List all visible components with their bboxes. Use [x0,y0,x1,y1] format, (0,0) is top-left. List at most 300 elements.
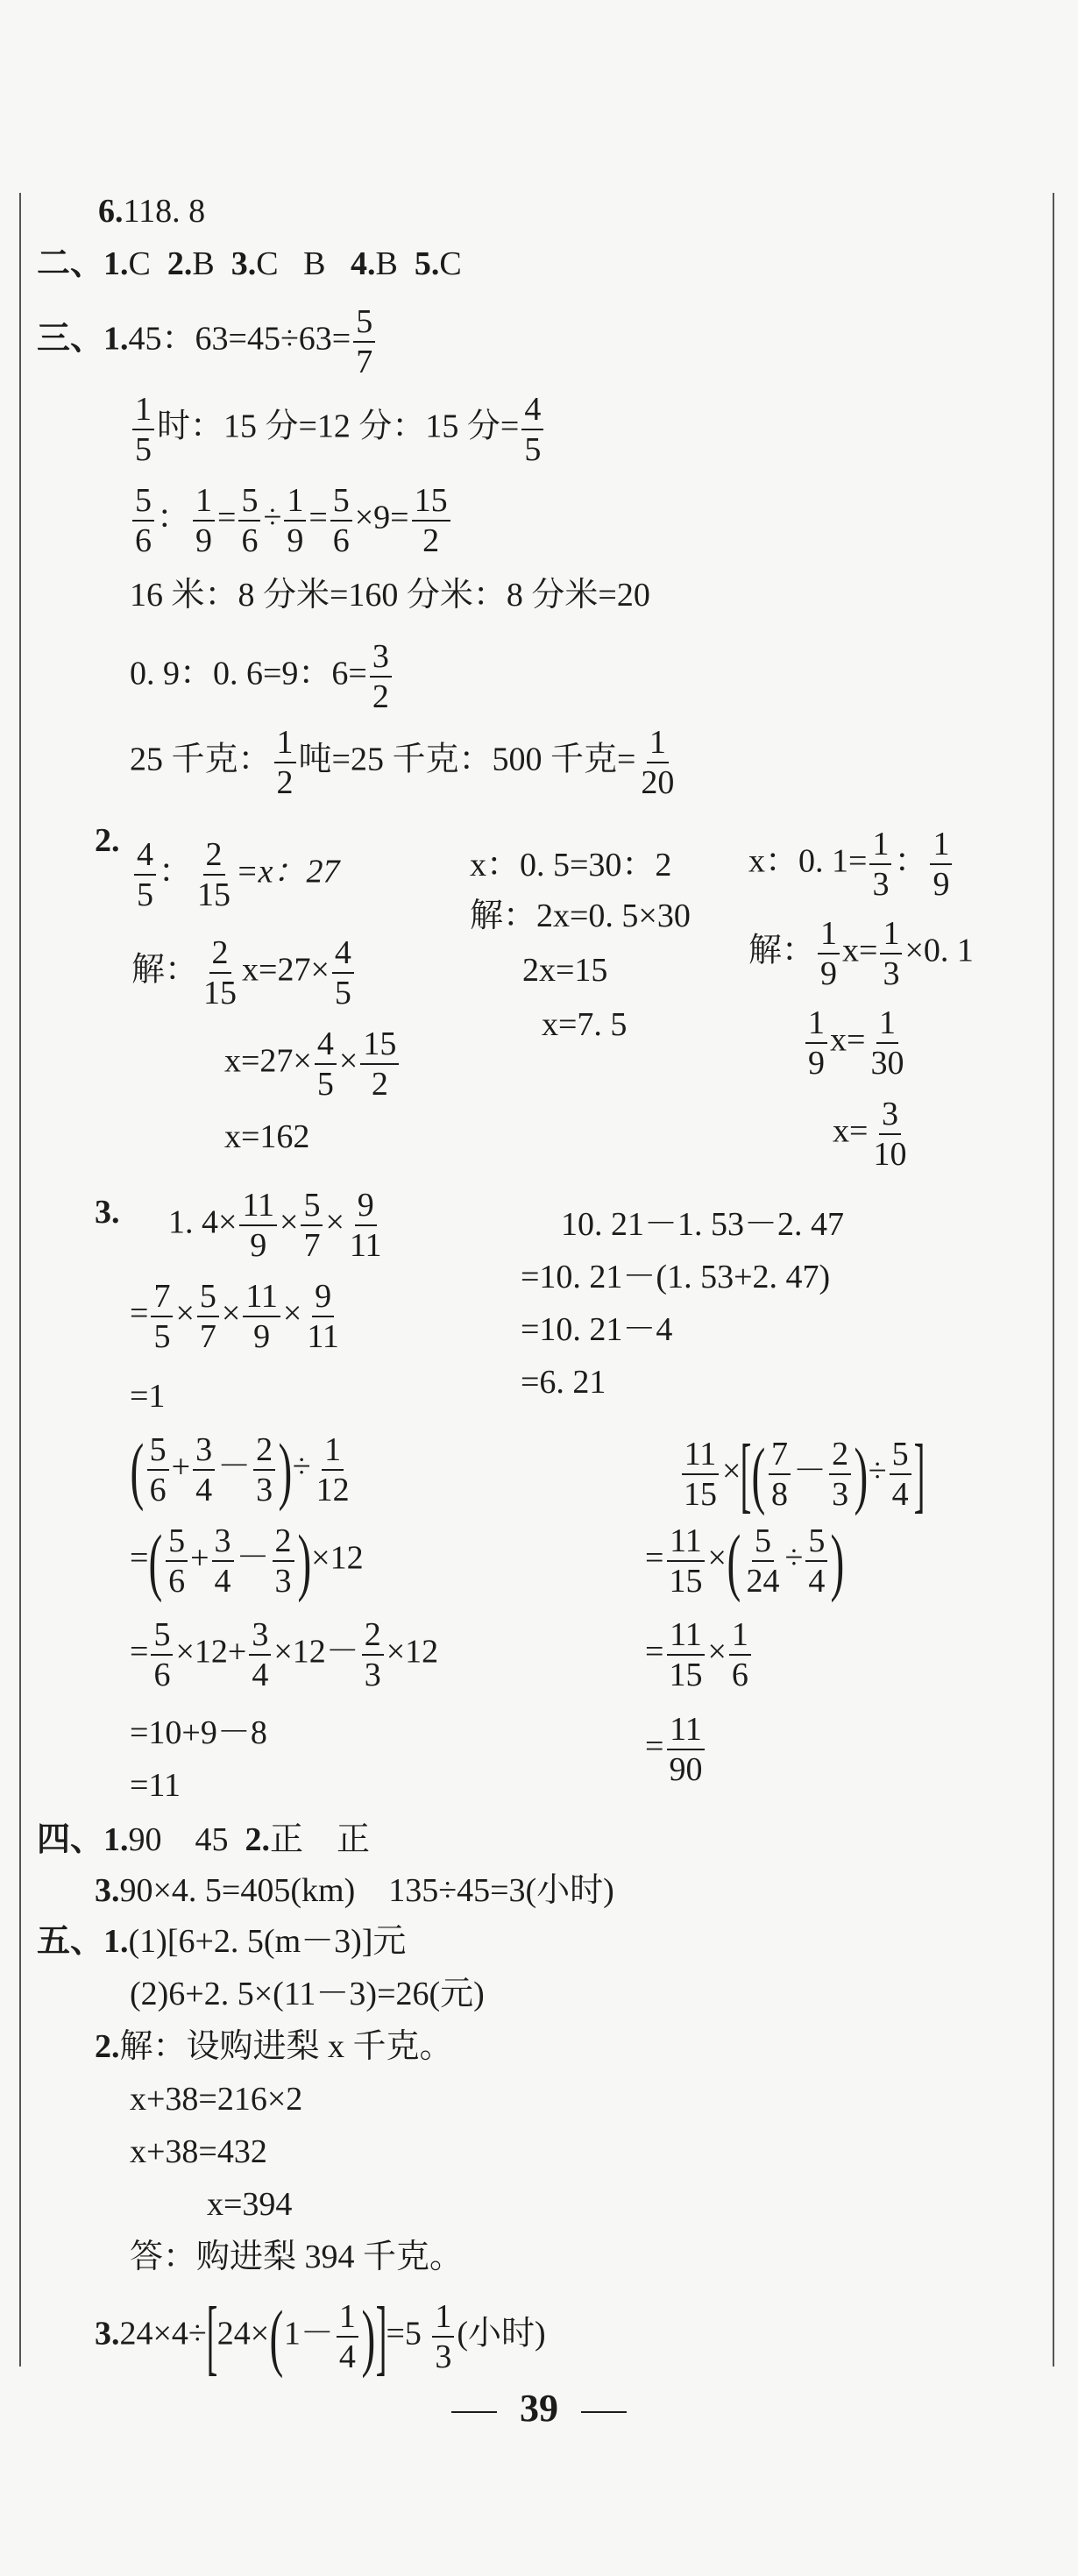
section-5-line7: 答：购进梨 394 千克。 [130,2239,464,2275]
q2-col1-line2 [131,936,357,1010]
right-bracket: ] [913,1427,925,1521]
fraction [362,1618,384,1692]
section-5-line8 [95,2289,546,2383]
numerator: 4 [315,1027,337,1065]
expression-text: 24×4÷ [119,2315,207,2352]
operator: ×9= [354,499,409,536]
fraction [332,936,354,1010]
equation-text: ×0. 1 [904,932,974,969]
item-number: 2. [167,245,193,282]
denominator: 4 [338,2338,356,2375]
denominator: 15 [203,975,238,1011]
q2-col2-line3: 2x=15 [522,952,608,989]
denominator: 10 [873,1136,907,1173]
operator: ÷ [784,1539,804,1577]
equation-text: x= [842,932,878,969]
expression-text: ×12－ [273,1633,359,1671]
q3-p1-line1 [168,1189,387,1262]
item-number: 2. [245,1821,271,1858]
denominator: 15 [669,1657,703,1693]
numerator: 2 [273,1524,294,1562]
numerator: 9 [355,1189,377,1226]
operator: × [338,1042,358,1080]
equation-text: x= [830,1021,866,1059]
q3-p3-line5: =11 [130,1767,181,1804]
operator: = [645,1728,664,1765]
fraction [930,827,952,901]
section-2-answers [37,247,462,280]
answer: 90×4. 5=405(km) 135÷45=3(小时) [119,1872,614,1909]
fraction [521,393,543,466]
section-3-q3-number: 3. [95,1194,120,1231]
operator: × [282,1295,302,1332]
numerator: 1 [432,2300,454,2338]
page-number-text: 39 [520,2387,558,2430]
denominator: 7 [199,1318,216,1355]
expression-text: 24× [216,2315,270,2352]
expression-text: ×12+ [175,1633,247,1671]
numerator: 1 [647,726,669,763]
denominator: 30 [870,1045,904,1082]
numerator: 1 [805,1006,827,1044]
numerator: 5 [238,484,260,522]
numerator: 5 [301,1189,323,1226]
denominator: 6 [241,522,259,559]
numerator: 1 [869,827,891,865]
section-3-q1-line6 [130,726,679,799]
numerator: 1 [337,2300,358,2338]
left-bracket: [ [741,1427,752,1521]
operator: ÷ [292,1448,311,1486]
operator: × [722,1452,741,1490]
fraction [253,1433,275,1507]
item-number: 3. [95,2315,120,2352]
numerator: 11 [667,1618,705,1656]
expression-text: (小时) [457,2315,546,2352]
fraction [301,1189,323,1262]
q3-p2-line2: =10. 21－(1. 53+2. 47) [521,1259,831,1295]
section-3-q1-line5 [130,640,394,713]
denominator: 6 [332,522,350,559]
item-number: 3. [230,245,257,282]
fraction [432,2300,454,2374]
q3-p2-line4: =6. 21 [521,1364,606,1401]
answer: C [256,245,279,282]
operator: = [130,1539,149,1577]
right-bracket: ] [375,2289,387,2383]
fraction [681,1437,720,1511]
q3-p3-line1 [130,1428,355,1512]
numerator: 1 [274,726,296,763]
operator: ： [157,499,191,536]
answer: C [439,245,462,282]
denominator: 9 [195,522,213,559]
fraction [238,484,260,557]
fraction [195,838,233,912]
expression-text: ×12 [386,1633,439,1671]
fraction [315,1027,337,1101]
denominator: 12 [316,1472,350,1508]
fraction [197,1280,219,1353]
fraction [890,1437,911,1511]
denominator: 5 [137,876,153,913]
numerator: 5 [132,484,154,522]
numerator: 11 [243,1280,280,1317]
numerator: 7 [769,1437,791,1475]
section-5-line6: x=394 [207,2186,293,2223]
item-number: 3. [95,1872,120,1909]
left-paren: ( [130,1428,145,1512]
denominator: 24 [746,1563,780,1600]
operator: = [645,1539,664,1577]
fraction [412,484,450,557]
ratio-text: 时：15 分=12 分：15 分= [157,408,520,445]
fraction [805,1006,827,1080]
operator: = [130,1295,149,1332]
fraction [370,640,392,713]
fraction [818,917,840,990]
solve-label: 解： [131,951,199,989]
fraction [212,1524,234,1598]
right-margin-rule [1053,193,1054,2367]
left-paren: ( [751,1432,766,1516]
denominator: 2 [371,1066,388,1103]
fraction [829,1437,851,1511]
fraction [337,2300,358,2374]
denominator: 3 [435,2338,452,2375]
denominator: 3 [872,866,890,903]
q2-col1-line3 [224,1027,401,1101]
denominator: 4 [252,1657,269,1693]
denominator: 4 [891,1476,909,1513]
section-3-q2-number: 2. [95,822,120,859]
fraction [249,1618,271,1692]
denominator: 9 [933,866,950,903]
section-4-line2 [95,1874,614,1907]
fraction [769,1437,791,1511]
numerator: 11 [682,1437,720,1475]
q3-p2-line3: =10. 21－4 [521,1311,673,1348]
fraction [132,393,154,466]
q3-p4-line4 [645,1713,707,1786]
section-label: 二、 [37,245,104,282]
solve-label: 解： [748,932,816,969]
denominator: 20 [641,764,675,801]
denominator: 8 [771,1476,789,1513]
fraction [666,1713,705,1786]
fraction [273,1524,294,1598]
q3-p3-line3 [130,1618,438,1692]
denominator: 4 [808,1563,826,1600]
left-margin-rule [19,193,21,2367]
fraction [243,1280,280,1353]
answer: 90 45 [128,1821,229,1858]
numerator: 3 [370,640,392,678]
item-number: 1. [103,1923,129,1960]
denominator: 4 [195,1472,213,1508]
q3-p4-line2 [645,1519,845,1603]
answer-text: 118. 8 [123,193,206,230]
denominator: 9 [253,1318,271,1355]
fraction [239,1189,277,1262]
numerator: 5 [890,1437,911,1475]
operator: － [793,1452,827,1490]
operator: + [171,1448,191,1486]
denominator: 11 [307,1318,339,1355]
page-number [0,2386,1078,2431]
operator: + [190,1539,209,1577]
operator: × [707,1539,727,1577]
q2-col2-line1: x：0. 5=30：2 [470,847,672,884]
ratio-text: 吨=25 千克：500 千克= [298,741,636,778]
expression-text: 1－ [283,2315,334,2352]
numerator: 4 [134,838,156,876]
left-paren: ( [148,1519,163,1603]
q2-col2-line4: x=7. 5 [542,1006,628,1043]
q2-col3-line3 [803,1006,909,1080]
numerator: 4 [332,936,354,974]
numerator: 11 [667,1713,705,1750]
answer: B [192,245,215,282]
fraction [132,484,154,557]
denominator: 15 [197,876,231,913]
section-5-line5: x+38=432 [130,2133,267,2170]
denominator: 6 [153,1657,171,1693]
denominator: 15 [669,1563,703,1600]
denominator: 7 [356,344,373,380]
numerator: 5 [147,1433,169,1471]
fraction [284,484,306,557]
fraction [666,1524,705,1598]
answer: B [303,245,326,282]
numerator: 5 [330,484,352,522]
numerator: 1 [193,484,215,522]
q3-p2-line1: 10. 21－1. 53－2. 47 [561,1206,845,1243]
numerator: 2 [253,1433,275,1471]
q3-p1-line2 [130,1280,344,1353]
denominator: 2 [372,678,389,715]
operator: = [309,499,328,536]
fraction [193,484,215,557]
section-4-line1 [37,1823,370,1856]
ratio-text: 25 千克： [130,741,272,778]
dash-left [451,2411,497,2413]
answer: C [128,245,151,282]
q2-col1-line1 [131,838,340,912]
operator: × [280,1203,299,1241]
ratio-text: 0. 9：0. 6=9：6= [130,655,367,692]
fraction [201,936,239,1010]
numerator: 11 [667,1524,705,1562]
section-label: 四、 [37,1821,104,1858]
operator: ： [894,842,928,880]
denominator: 3 [832,1476,849,1513]
operator: × [707,1633,727,1671]
fraction [729,1618,751,1692]
q2-col2-line2: 解：2x=0. 5×30 [470,898,691,934]
section-3-q1-line4: 16 米：8 分米=160 分米：8 分米=20 [130,577,650,614]
numerator: 1 [729,1618,751,1656]
right-paren: ) [361,2295,376,2379]
numerator: 1 [322,1433,344,1471]
item-number: 1. [103,1821,129,1858]
fraction [330,484,352,557]
expression-text: =5 [386,2315,422,2352]
operator: = [217,499,237,536]
denominator: 5 [135,431,152,468]
section-3-q1-line2 [130,393,546,466]
equation-text: x：0. 1= [748,842,868,880]
answer: 正 正 [270,1821,371,1858]
numerator: 2 [209,936,231,974]
answer: 解：设购进梨 x 千克。 [119,2028,453,2065]
numerator: 1 [876,1006,898,1044]
denominator: 6 [149,1472,167,1508]
denominator: 9 [820,955,838,992]
numerator: 2 [362,1618,384,1656]
equation-text: x= [833,1112,869,1150]
denominator: 6 [731,1657,748,1693]
right-paren: ) [830,1519,845,1603]
denominator: 9 [808,1045,825,1082]
fraction [274,726,296,799]
numerator: 15 [360,1027,399,1065]
numerator: 2 [203,838,225,876]
section-label: 三、 [37,320,104,358]
numerator: 7 [151,1280,173,1317]
numerator: 1 [880,917,902,954]
denominator: 5 [316,1066,334,1103]
ratio-text: 45：63=45÷63= [128,320,351,358]
right-paren: ) [278,1428,293,1512]
fraction [638,726,677,799]
fraction [880,917,902,990]
denominator: 3 [256,1472,273,1508]
right-paren: ) [854,1432,869,1516]
left-paren: ( [269,2295,284,2379]
numerator: 3 [193,1433,215,1471]
denominator: 15 [684,1476,717,1513]
numerator: 11 [239,1189,277,1226]
equation-text: x=27× [242,951,330,989]
numerator: 1 [132,393,154,430]
denominator: 3 [274,1563,292,1600]
denominator: 5 [524,431,542,468]
q3-p3-line4: =10+9－8 [130,1714,267,1751]
q3-p4-line1 [678,1427,925,1521]
q2-col3-line2 [748,917,974,990]
section-5-line2: (2)6+2. 5×(11－3)=26(元) [130,1976,485,2012]
fraction [744,1524,783,1598]
numerator: 5 [197,1280,219,1317]
q3-p1-line3: =1 [130,1378,166,1415]
fraction [870,1097,909,1171]
denominator: 6 [168,1563,186,1600]
section-5-line1 [37,1925,406,1958]
fraction [353,305,375,379]
answer: B [375,245,398,282]
dash-right [581,2411,627,2413]
operator: × [221,1295,241,1332]
denominator: 9 [287,522,304,559]
right-paren: ) [296,1519,311,1603]
q3-p3-line2 [130,1519,364,1603]
operator: － [217,1448,252,1486]
fraction [805,1524,827,1598]
equation-text: x=27× [224,1042,312,1080]
operator: × [175,1295,195,1332]
fraction [147,1433,169,1507]
item-number: 4. [350,245,376,282]
numerator: 5 [805,1524,827,1562]
numerator: 3 [879,1097,901,1135]
denominator: 6 [135,522,152,559]
left-bracket: [ [206,2289,218,2383]
numerator: 5 [752,1524,774,1562]
denominator: 3 [364,1657,381,1693]
fraction [166,1524,188,1598]
numerator: 3 [212,1524,234,1562]
fraction [347,1189,385,1262]
q2-col3-line1 [748,827,954,901]
fraction [151,1618,173,1692]
item-number: 1. [103,245,129,282]
numerator: 15 [412,484,450,522]
numerator: 4 [521,393,543,430]
denominator: 2 [276,764,294,801]
operator: = [645,1633,664,1671]
q2-col3-line4 [833,1097,911,1171]
operator: ： [159,853,193,891]
numerator: 5 [151,1618,173,1656]
denominator: 5 [334,975,351,1011]
fraction [151,1280,173,1353]
operator: ×12 [311,1539,364,1577]
denominator: 11 [349,1227,382,1264]
operator: ÷ [868,1452,887,1490]
section-3-q1-line3 [130,484,453,557]
section-5-line4: x+38=216×2 [130,2081,303,2118]
numerator: 1 [818,917,840,954]
numerator: 2 [829,1437,851,1475]
numerator: 9 [312,1280,334,1317]
denominator: 90 [669,1751,703,1788]
fraction [868,1006,906,1080]
answer-6 [98,195,205,228]
operator: × [325,1203,344,1241]
numerator: 3 [249,1618,271,1656]
fraction [360,1027,399,1101]
fraction [193,1433,215,1507]
fraction [869,827,891,901]
denominator: 7 [303,1227,321,1264]
operator: － [236,1539,270,1577]
left-paren: ( [727,1519,741,1603]
denominator: 4 [214,1563,231,1600]
item-number: 2. [95,2028,120,2065]
denominator: 5 [153,1318,171,1355]
item-number: 5. [414,245,440,282]
fraction [314,1433,352,1507]
q3-p4-line3 [645,1618,754,1692]
expression-text: 1. 4× [168,1203,238,1241]
item-number: 1. [103,320,129,358]
operator: ÷ [263,499,282,536]
denominator: 2 [422,522,440,559]
equation-text: =x：27 [236,853,340,891]
fraction [134,838,156,912]
section-5-line3 [95,2030,453,2063]
